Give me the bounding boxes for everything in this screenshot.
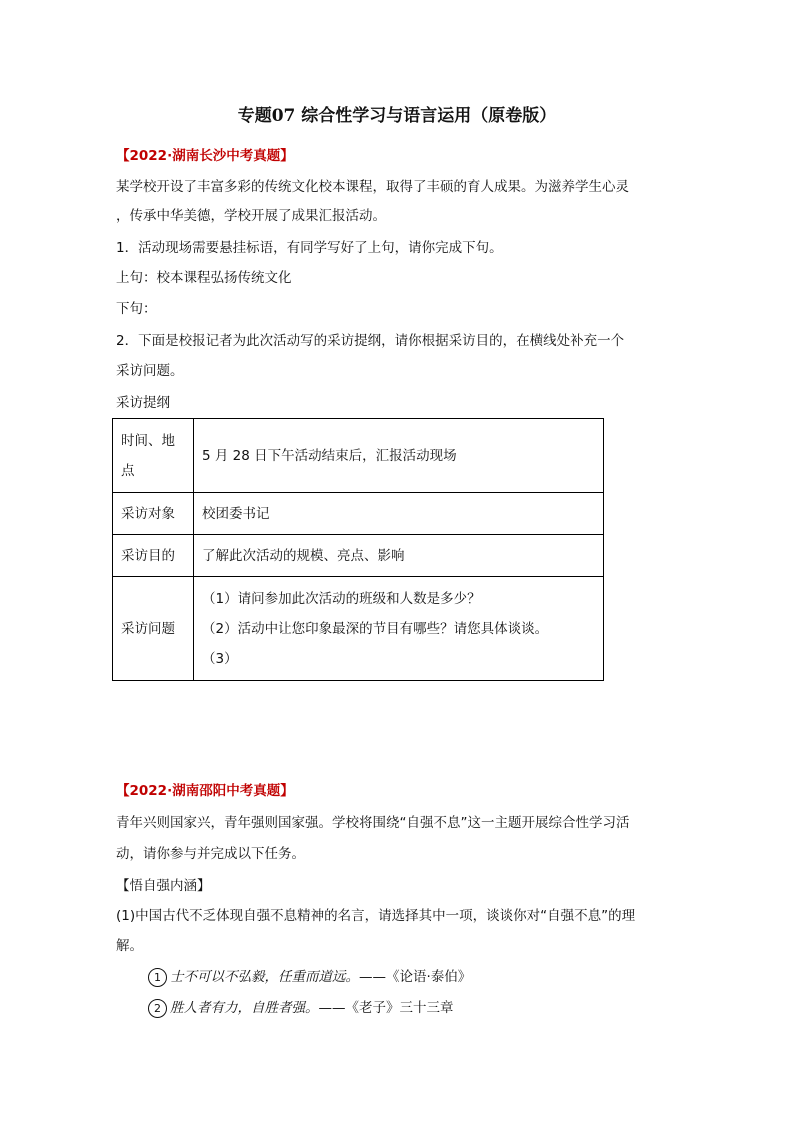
interview-question-1: （1）请问参加此次活动的班级和人数是多少？ — [202, 590, 481, 607]
quote-text: 胜人者有力，自胜者强。 — [170, 1000, 319, 1016]
interview-question-2: （2）活动中让您印象最深的节目有哪些？请您具体谈谈。 — [202, 620, 549, 637]
question-1: 1．活动现场需要悬挂标语，有同学写好了上句，请你完成下句。 — [116, 240, 503, 256]
interview-outline-table — [112, 418, 604, 681]
quote-item — [148, 998, 454, 1018]
quote-text: 士不可以不弘毅，任重而道远。 — [170, 969, 359, 985]
table-row — [113, 535, 604, 577]
question-line-2: 解。 — [116, 938, 143, 954]
question-2-line-2: 采访问题。 — [116, 363, 184, 379]
outline-caption: 采访提纲 — [116, 395, 170, 411]
value-cell: 校团委书记 — [194, 493, 604, 535]
quote-source: ——《老子》三十三章 — [318, 1000, 454, 1016]
table-row — [113, 577, 604, 681]
quote-item — [148, 967, 471, 987]
label-time-place-2: 点 — [121, 462, 135, 479]
circled-number: 1 — [148, 968, 167, 987]
label-cell: 采访目的 — [113, 535, 194, 577]
question-2-line-1: 2．下面是校报记者为此次活动写的采访提纲，请你根据采访目的，在横线处补充一个 — [116, 333, 625, 349]
value-cell — [194, 577, 604, 681]
label-cell: 采访问题 — [113, 577, 194, 681]
intro-line-2: ，传承中华美德，学校开展了成果汇报活动。 — [116, 208, 386, 224]
page-title: 专题07 综合性学习与语言运用（原卷版） — [237, 106, 557, 126]
label-cell: 采访对象 — [113, 493, 194, 535]
lower-couplet: 下句： — [116, 301, 157, 317]
interview-question-3: （3） — [202, 650, 238, 667]
intro2-line-2: 动，请你参与并完成以下任务。 — [116, 846, 305, 862]
source-tag-changsha: 【2022·湖南长沙中考真题】 — [116, 148, 294, 164]
value-cell: 5 月 28 日下午活动结束后，汇报活动现场 — [194, 419, 604, 493]
label-cell — [113, 419, 194, 493]
value-cell: 了解此次活动的规模、亮点、影响 — [194, 535, 604, 577]
task-heading: 【悟自强内涵】 — [116, 878, 211, 894]
upper-couplet: 上句：校本课程弘扬传统文化 — [116, 270, 292, 286]
intro2-line-1: 青年兴则国家兴，青年强则国家强。学校将围绕“自强不息”这一主题开展综合性学习活 — [116, 815, 630, 831]
intro-line-1: 某学校开设了丰富多彩的传统文化校本课程，取得了丰硕的育人成果。为滋养学生心灵 — [116, 179, 629, 195]
question-line-1: (1)中国古代不乏体现自强不息精神的名言，请选择其中一项，谈谈你对“自强不息”的理 — [116, 908, 636, 924]
table-row — [113, 419, 604, 493]
table-row — [113, 493, 604, 535]
source-tag-shaoyang: 【2022·湖南邵阳中考真题】 — [116, 783, 294, 799]
quote-source: ——《论语·泰伯》 — [359, 969, 472, 985]
circled-number: 2 — [148, 999, 167, 1018]
label-time-place-1: 时间、地 — [121, 432, 175, 449]
